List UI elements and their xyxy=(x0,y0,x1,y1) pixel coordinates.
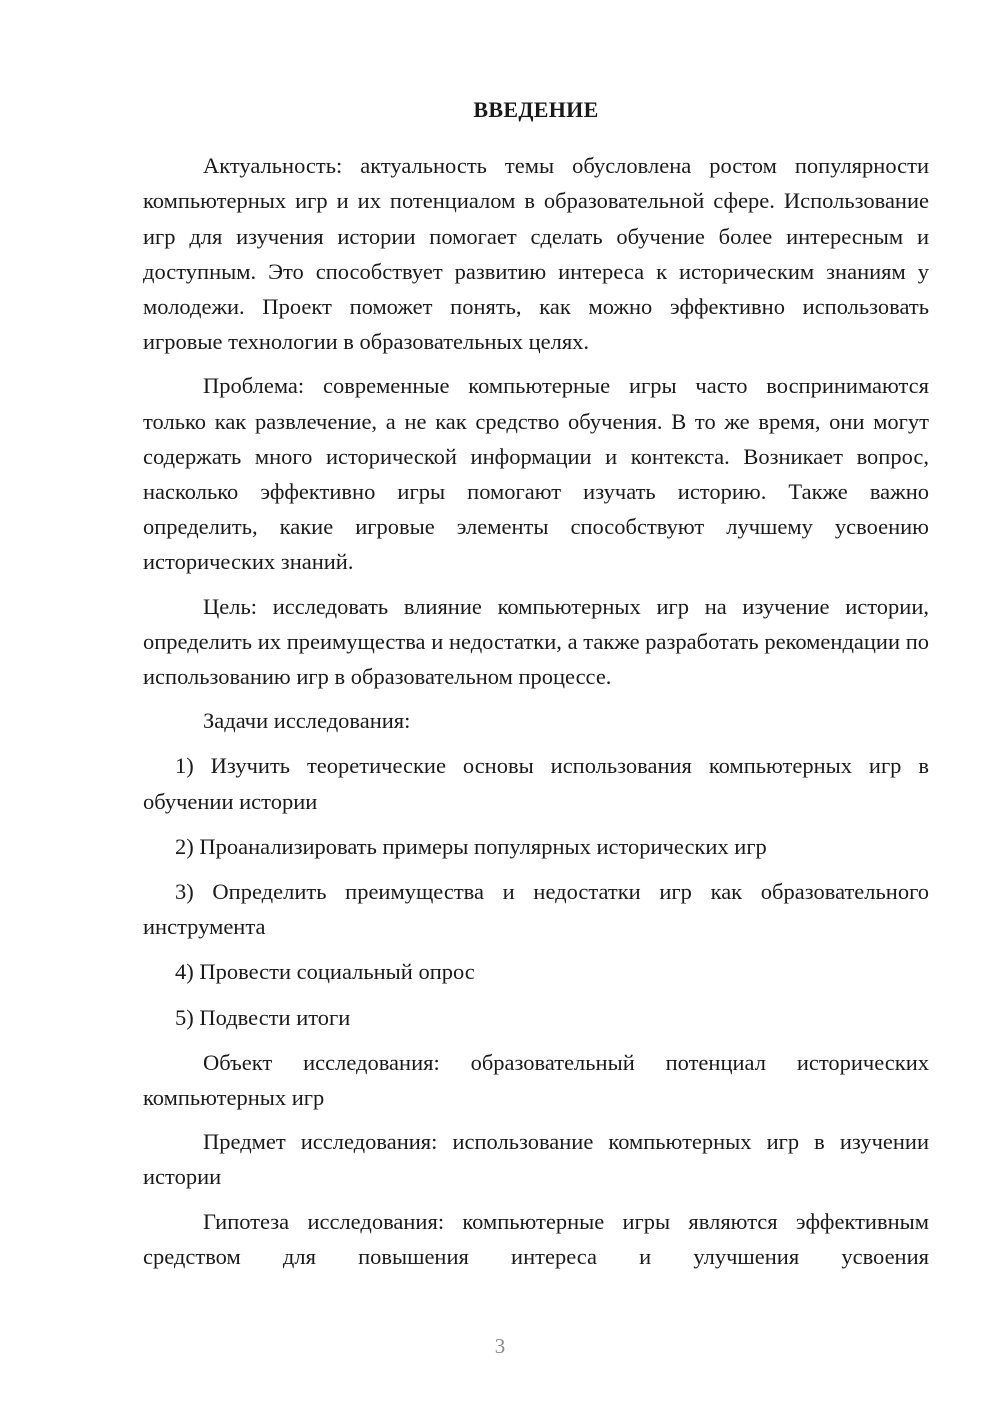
hypothesis-paragraph: Гипотеза исследования: компьютерные игры являются эффективным средством для повышения интереса и улучшения усвоения xyxy=(143,1208,929,1269)
relevance-paragraph: Актуальность: актуальность темы обусловлена ростом популярности компьютерных игр и их потенциалом в образовательной сфере. Использование игр для изучения истории помогает сделать обучение более интересным и доступным. Это способствует развитию интереса к историческим знаниям у молодежи. Проект поможет понять, как можно эффективно использовать игровые технологии в образовательных целях. xyxy=(143,153,929,355)
object-paragraph: Объект исследования: образовательный потенциал исторических компьютерных игр xyxy=(143,1049,929,1111)
goal-paragraph: Цель: исследовать влияние компьютерных игр на изучение истории, определить их преимущества и недостатки, а также разработать рекомендации по использованию игр в образовательном процессе. xyxy=(143,593,929,690)
document-page xyxy=(143,92,929,1283)
subject-paragraph: Предмет исследования: использование компьютерных игр в изучении истории xyxy=(143,1129,929,1190)
task-item-5: 5) Подвести итоги xyxy=(175,1004,351,1030)
tasks-title: Задачи исследования: xyxy=(203,708,411,734)
task-item-2: 2) Проанализировать примеры популярных исторических игр xyxy=(175,833,767,859)
task-item-1: 1) Изучить теоретические основы использования компьютерных игр в обучении истории xyxy=(143,753,929,814)
page-number: 3 xyxy=(494,1334,506,1358)
section-heading: ВВЕДЕНИЕ xyxy=(473,97,599,122)
task-item-3: 3) Определить преимущества и недостатки игр как образовательного инструмента xyxy=(143,879,929,940)
task-item-4: 4) Провести социальный опрос xyxy=(175,959,475,985)
problem-paragraph: Проблема: современные компьютерные игры часто воспринимаются только как развлечение, а не как средство обучения. В то же время, они могут содержать много исторической информации и контекста. Возникает вопрос, насколько эффективно игры помогают изучать историю. Также важно определить, какие игровые элементы способствуют лучшему усвоению исторических знаний. xyxy=(143,373,929,575)
